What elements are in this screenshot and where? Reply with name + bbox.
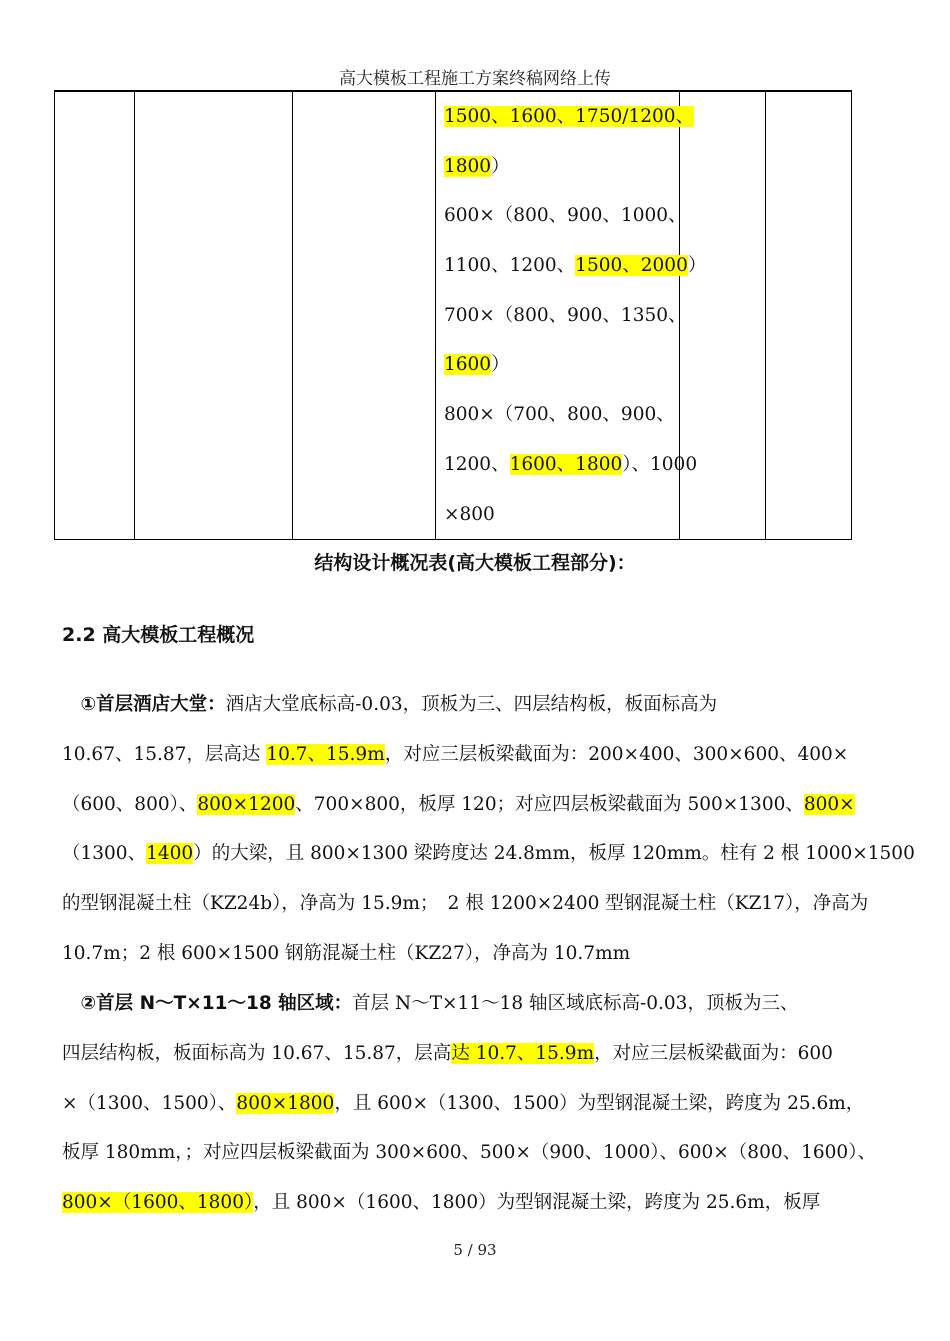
table-cell bbox=[135, 92, 293, 540]
page-number: 5 / 93 bbox=[453, 1241, 497, 1259]
text-segment: 的型钢混凝土柱（KZ24b），净高为 15.9m； 2 根 1200×2400 型钢混凝土柱（KZ17），净高为 bbox=[62, 893, 869, 915]
cell-line bbox=[444, 490, 671, 540]
text-segment: 10.67、15.87，层高达 bbox=[62, 743, 267, 765]
text-segment: ）、1000 bbox=[622, 453, 698, 475]
table-caption: 结构设计概况表(高大模板工程部分)： bbox=[314, 552, 636, 574]
highlighted-text: 800× bbox=[803, 793, 855, 815]
table-cell bbox=[766, 92, 852, 540]
beam-section-list bbox=[436, 92, 707, 539]
text-segment: ） bbox=[491, 155, 510, 177]
paragraph-hotel-lobby bbox=[62, 680, 915, 979]
text-segment: ，且 600×（1300、1500）为型钢混凝土梁，跨度为 25.6m， bbox=[334, 1092, 865, 1114]
text-segment: （600、800）、 bbox=[62, 793, 198, 815]
text-segment: ，对应三层板梁截面为：600 bbox=[594, 1042, 833, 1064]
text-line bbox=[62, 780, 882, 830]
text-segment: 1100、1200、 bbox=[444, 255, 576, 277]
cell-line bbox=[444, 92, 695, 142]
text-segment: ×800 bbox=[444, 503, 495, 525]
text-segment: ×（1300、1500）、 bbox=[62, 1092, 237, 1114]
text-line bbox=[62, 879, 882, 929]
highlighted-text: 800×1800 bbox=[236, 1092, 335, 1114]
table-cell bbox=[55, 92, 135, 540]
text-segment: 700×（800、900、1350、 bbox=[444, 304, 687, 326]
text-segment: ，对应三层板梁截面为：200×400、300×600、400× bbox=[384, 743, 849, 765]
highlighted-text: 10.7、15.9m bbox=[266, 743, 385, 765]
text-segment: ） bbox=[491, 354, 510, 376]
text-line bbox=[62, 829, 915, 879]
text-line bbox=[62, 1029, 882, 1079]
highlighted-text: 达 10.7、15.9m bbox=[451, 1042, 595, 1064]
text-line bbox=[62, 730, 882, 780]
text-line bbox=[62, 680, 882, 730]
text-segment: 10.7m；2 根 600×1500 钢筋混凝土柱（KZ27），净高为 10.7mm bbox=[62, 942, 631, 964]
text-segment: ） bbox=[687, 255, 707, 277]
text-segment: 800×（700、800、900、 bbox=[444, 404, 675, 426]
paragraph-lead: ②首层 N～T×11～18 轴区域： bbox=[62, 993, 353, 1014]
text-segment: 板厚 180mm，；对应四层板梁截面为 300×600、500×（900、1000）、600×（800、1600）、 bbox=[62, 1142, 876, 1164]
text-line bbox=[62, 1128, 882, 1178]
table-cell-beam-sections bbox=[436, 92, 707, 540]
highlighted-text: 1500、1600、1750/1200、 bbox=[444, 106, 695, 127]
text-line bbox=[62, 929, 882, 979]
highlighted-text: 1600、1800 bbox=[509, 453, 623, 475]
text-segment: （1300、 bbox=[62, 843, 147, 865]
highlighted-text: 1400 bbox=[146, 843, 194, 865]
highlighted-text: 1800 bbox=[444, 155, 492, 177]
section-title: 2.2 高大模板工程概况 bbox=[62, 624, 255, 646]
text-segment: ，且 800×（1600、1800）为型钢混凝土梁，跨度为 25.6m，板厚 bbox=[253, 1192, 821, 1214]
text-segment: 首层 N～T×11～18 轴区域底标高-0.03，顶板为三、 bbox=[352, 993, 799, 1014]
cell-line bbox=[444, 440, 698, 490]
text-line bbox=[62, 979, 882, 1029]
text-segment: 1200、 bbox=[444, 453, 510, 475]
text-line bbox=[62, 1178, 882, 1228]
text-segment: 、700×800，板厚 120；对应四层板梁截面为 500×1300、 bbox=[295, 793, 804, 815]
structure-table bbox=[54, 91, 852, 540]
text-segment: 酒店大堂底标高-0.03，顶板为三、四层结构板，板面标高为 bbox=[225, 694, 718, 715]
highlighted-text: 1600 bbox=[444, 354, 492, 376]
paragraph-lead: ①首层酒店大堂： bbox=[62, 694, 226, 715]
cell-line bbox=[444, 340, 671, 390]
text-line bbox=[62, 1079, 882, 1129]
highlighted-text: 800×（1600、1800） bbox=[62, 1192, 254, 1214]
cell-line bbox=[444, 142, 671, 192]
text-segment: 四层结构板，板面标高为 10.67、15.87，层高 bbox=[62, 1042, 452, 1064]
cell-line bbox=[444, 191, 687, 241]
cell-line bbox=[444, 390, 675, 440]
highlighted-text: 1500、2000 bbox=[575, 255, 688, 277]
page-header: 高大模板工程施工方案终稿网络上传 bbox=[339, 69, 611, 89]
text-segment: ）的大梁，且 800×1300 梁跨度达 24.8mm，板厚 120mm。柱有 2 根 1000×1500 bbox=[193, 843, 915, 865]
paragraph-axis-region bbox=[62, 979, 882, 1228]
table-row bbox=[55, 92, 852, 540]
cell-line bbox=[444, 291, 687, 341]
cell-line bbox=[444, 241, 707, 291]
table-cell bbox=[293, 92, 436, 540]
highlighted-text: 800×1200 bbox=[197, 793, 296, 815]
text-segment: 600×（800、900、1000、 bbox=[444, 205, 687, 227]
